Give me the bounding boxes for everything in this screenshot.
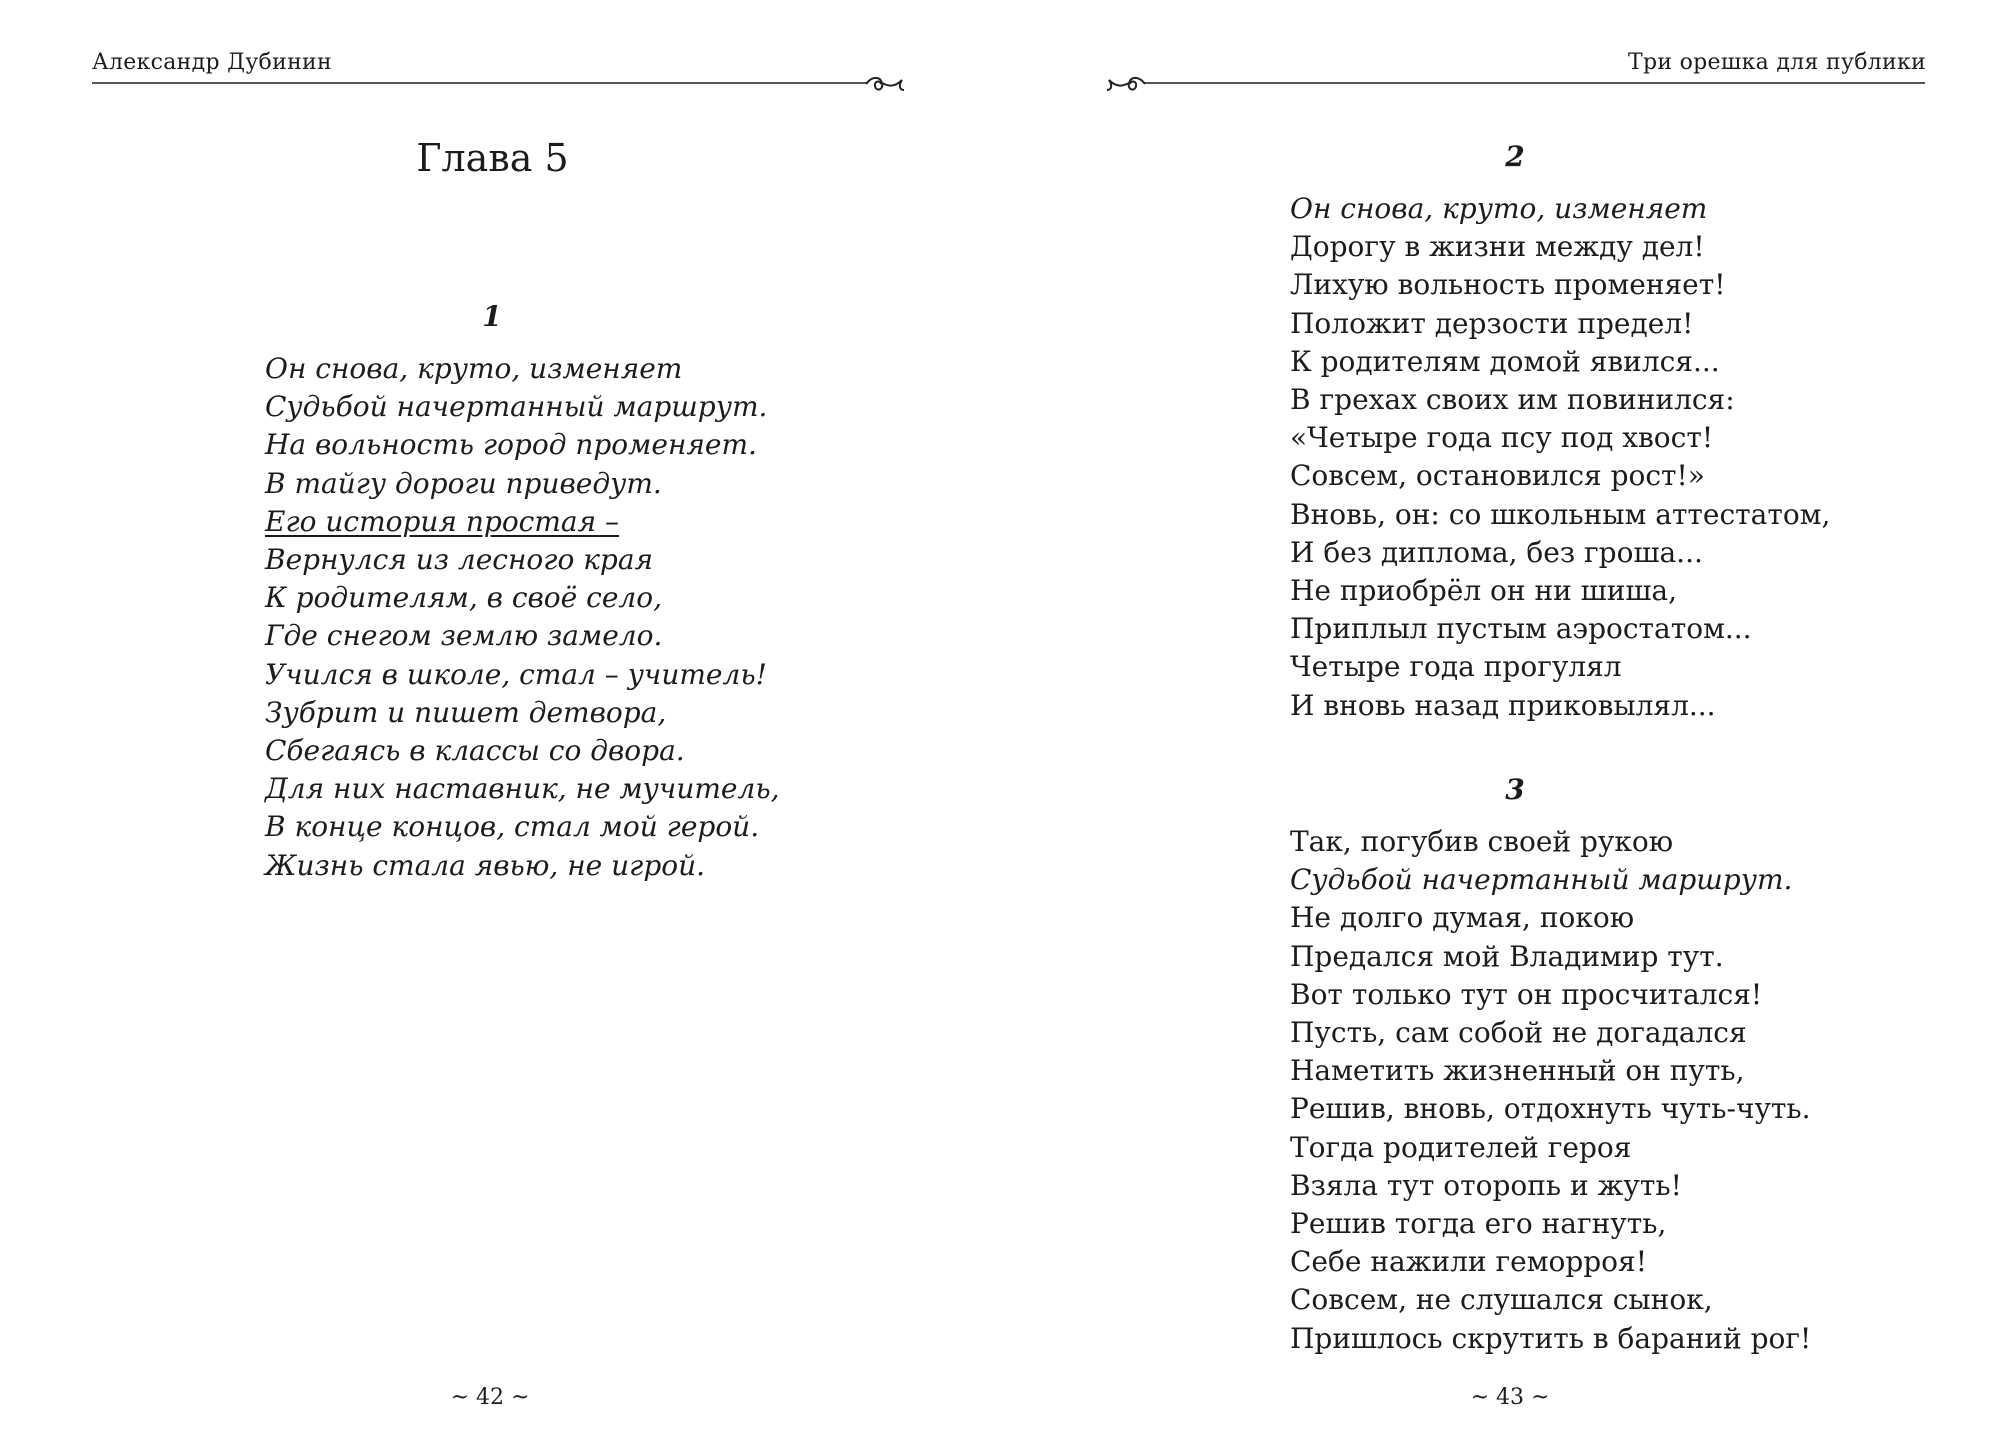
header-rule <box>92 82 867 84</box>
verse-line: Где снегом землю замело. <box>265 619 663 653</box>
verse-line: «Четыре года псу под хвост! <box>1290 421 1714 455</box>
stanza-number: 2 <box>1505 140 1525 173</box>
verse-line: В грехах своих им повинился: <box>1290 383 1735 417</box>
verse-line: Вернулся из лесного края <box>265 543 654 577</box>
verse-line: Совсем, не слушался сынок, <box>1290 1283 1713 1317</box>
verse-line: Жизнь стала явью, не игрой. <box>265 848 706 882</box>
verse-line: К родителям домой явился... <box>1290 344 1720 378</box>
verse-line: Не приобрёл он ни шиша, <box>1290 574 1677 608</box>
verse-line: Вновь, он: со школьным аттестатом, <box>1290 497 1831 531</box>
verse-line: Пусть, сам собой не догадался <box>1290 1016 1747 1050</box>
verse-line: Решив, вновь, отдохнуть чуть-чуть. <box>1290 1092 1811 1126</box>
verse-line: И без диплома, без гроша... <box>1290 535 1703 569</box>
verse-line-underlined: Его история простая – <box>265 504 620 538</box>
verse-line: Предался мой Владимир тут. <box>1290 939 1724 973</box>
verse-line: Лихую вольность променяет! <box>1290 268 1726 302</box>
verse-line: В конце концов, стал мой герой. <box>265 810 760 844</box>
running-head-book-title: Три орешка для публики <box>1628 50 1926 75</box>
stanza-number: 3 <box>1505 773 1525 806</box>
right-page <box>1000 0 2000 1436</box>
verse-line: Совсем, остановился рост!» <box>1290 459 1705 493</box>
verse-line-italic: Он снова, круто, изменяет <box>1290 192 1708 225</box>
header-rule <box>1145 82 1925 84</box>
verse-line: Решив тогда его нагнуть, <box>1290 1207 1667 1241</box>
verse-line: Так, погубив своей рукою <box>1290 825 1674 858</box>
verse-line-italic: Судьбой начертанный маршрут. <box>1290 863 1793 897</box>
flourish-ornament-icon <box>864 72 906 96</box>
page-number: ~ 43 ~ <box>1470 1385 1550 1410</box>
stanza-1-verse <box>265 350 779 885</box>
verse-line: Он снова, круто, изменяет <box>265 352 683 385</box>
verse-line: Для них наставник, не мучитель, <box>265 772 780 806</box>
verse-line: Дорогу в жизни между дел! <box>1290 230 1705 264</box>
verse-line: Четыре года прогулял <box>1290 650 1622 684</box>
running-head-author: Александр Дубинин <box>92 50 332 75</box>
stanza-number: 1 <box>482 300 502 333</box>
verse-line: Взяла тут оторопь и жуть! <box>1290 1168 1682 1202</box>
verse-line: Пришлось скрутить в бараний рог! <box>1290 1321 1812 1355</box>
verse-line: Наметить жизненный он путь, <box>1290 1054 1745 1088</box>
verse-line: И вновь назад приковылял... <box>1290 688 1716 722</box>
verse-line: Приплыл пустым аэростатом... <box>1290 612 1752 646</box>
verse-line: Не долго думая, покою <box>1290 901 1635 935</box>
stanza-2-verse <box>1290 190 1830 725</box>
verse-line: Сбегаясь в классы со двора. <box>265 734 685 768</box>
verse-line: К родителям, в своё село, <box>265 581 662 615</box>
flourish-ornament-icon <box>1105 72 1147 96</box>
verse-line: Положит дерзости предел! <box>1290 306 1694 340</box>
verse-line: Себе нажили геморроя! <box>1290 1245 1647 1279</box>
verse-line: Зубрит и пишет детвора, <box>265 695 667 729</box>
verse-line: Вот только тут он просчитался! <box>1290 977 1763 1011</box>
verse-line: Тогда родителей героя <box>1290 1130 1632 1164</box>
verse-line: В тайгу дороги приведут. <box>265 466 662 500</box>
verse-line: На вольность город променяет. <box>265 428 757 462</box>
page-number: ~ 42 ~ <box>450 1385 530 1410</box>
verse-line: Судьбой начертанный маршрут. <box>265 390 768 424</box>
chapter-title: Глава 5 <box>416 136 569 180</box>
stanza-3-verse <box>1290 823 1811 1358</box>
verse-line: Учился в школе, стал – учитель! <box>265 657 767 691</box>
